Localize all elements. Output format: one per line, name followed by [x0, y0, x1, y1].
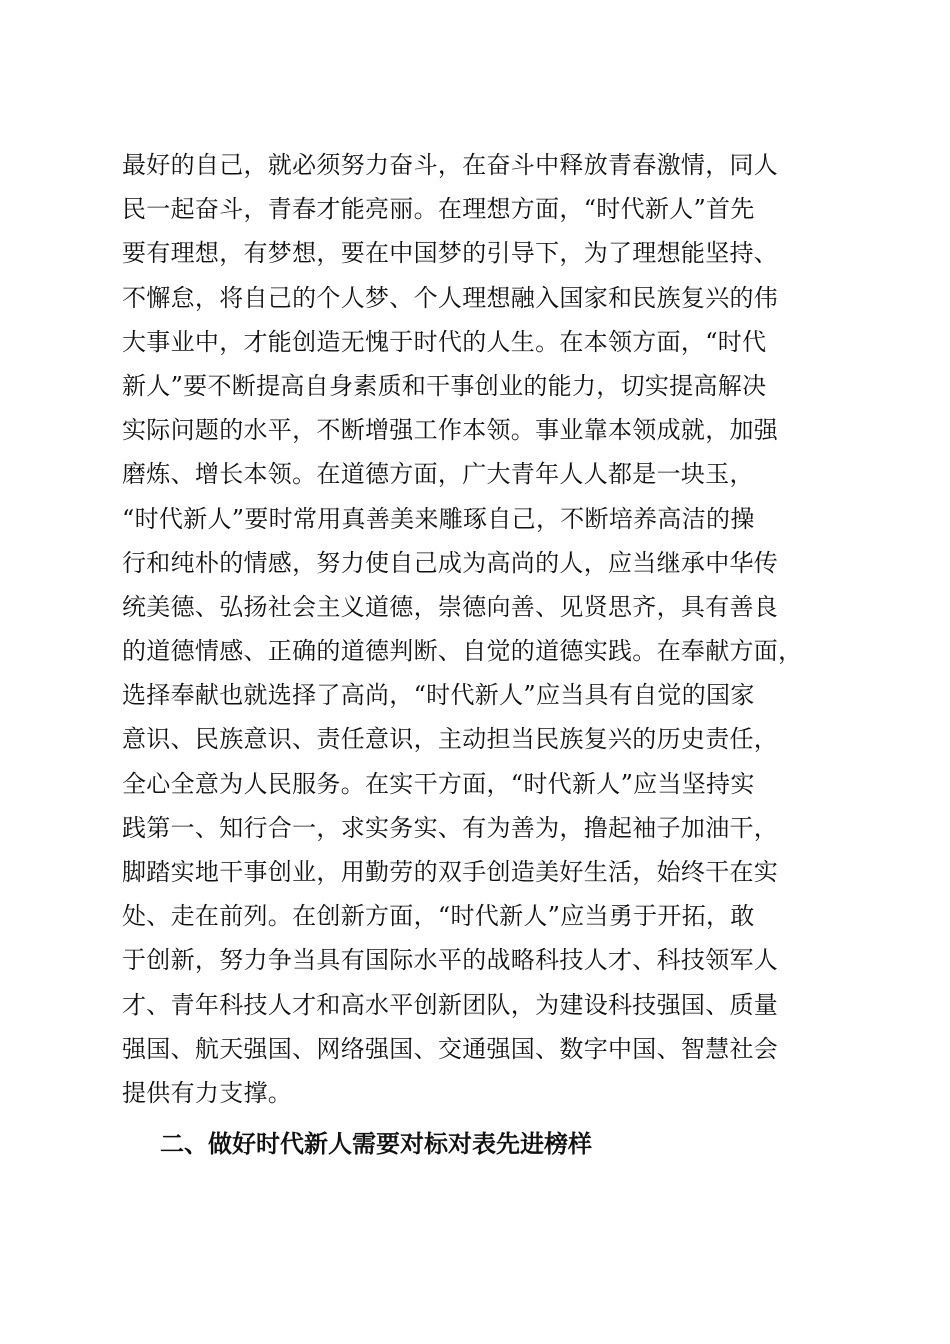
paragraph-line: “时代新人”要时常用真善美来雕琢自己，不断培养高洁的操 — [122, 504, 755, 533]
paragraph-line: 行和纯朴的情感，努力使自己成为高尚的人，应当继承中华传 — [122, 548, 779, 577]
paragraph-line: 全心全意为人民服务。在实干方面，“时代新人”应当坚持实 — [122, 769, 755, 798]
paragraph-line: 不懈怠，将自己的个人梦、个人理想融入国家和民族复兴的伟 — [122, 283, 779, 312]
paragraph-line: 于创新，努力争当具有国际水平的战略科技人才、科技领军人 — [122, 946, 779, 975]
paragraph-line: 践第一、知行合一，求实务实、有为善为，撸起袖子加油干， — [122, 813, 779, 842]
paragraph-line: 民一起奋斗，青春才能亮丽。在理想方面，“时代新人”首先 — [122, 195, 755, 224]
paragraph-line: 意识、民族意识、责任意识，主动担当民族复兴的历史责任， — [122, 725, 779, 754]
paragraph-line: 提供有力支撑。 — [122, 1078, 293, 1107]
paragraph-line: 的道德情感、正确的道德判断、自觉的道德实践。在奉献方面， — [122, 637, 803, 666]
paragraph-line: 最好的自己，就必须努力奋斗，在奋斗中释放青春激情，同人 — [122, 151, 779, 179]
paragraph-line: 强国、航天强国、网络强国、交通强国、数字中国、智慧社会 — [122, 1034, 779, 1063]
paragraph-line: 选择奉献也就选择了高尚，“时代新人”应当具有自觉的国家 — [122, 681, 755, 710]
paragraph-line: 实际问题的水平，不断增强工作本领。事业靠本领成就，加强 — [122, 416, 779, 445]
paragraph-line: 才、青年科技人才和高水平创新团队，为建设科技强国、质量 — [122, 990, 779, 1019]
paragraph-line: 大事业中，才能创造无愧于时代的人生。在本领方面，“时代 — [122, 327, 767, 356]
body-paragraph — [122, 143, 842, 1115]
paragraph-line: 新人”要不断提高自身素质和干事创业的能力，切实提高解决 — [122, 371, 767, 400]
paragraph-line: 要有理想，有梦想，要在中国梦的引导下，为了理想能坚持、 — [122, 239, 779, 268]
section-heading: 二、做好时代新人需要对标对表先进榜样 — [160, 1130, 592, 1158]
paragraph-line: 脚踏实地干事创业，用勤劳的双手创造美好生活，始终干在实 — [122, 858, 779, 886]
paragraph-line: 处、走在前列。在创新方面，“时代新人”应当勇于开拓，敢 — [122, 902, 755, 931]
paragraph-line: 统美德、弘扬社会主义道德，崇德向善、见贤思齐，具有善良 — [122, 592, 779, 621]
paragraph-line: 磨炼、增长本领。在道德方面，广大青年人人都是一块玉， — [122, 460, 754, 489]
